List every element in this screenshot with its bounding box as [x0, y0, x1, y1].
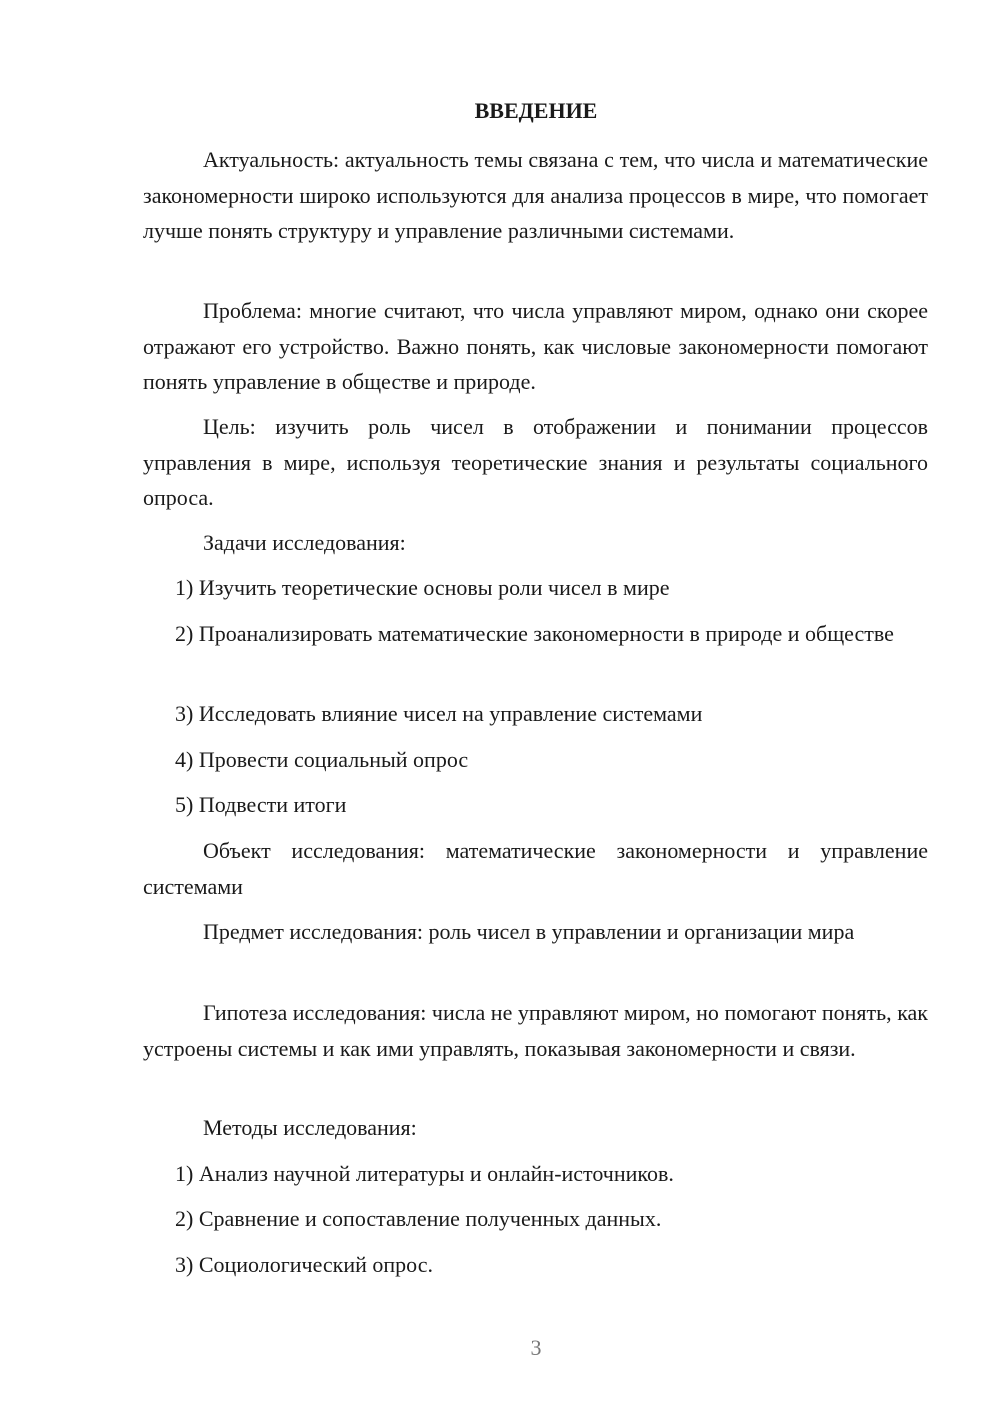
methods-heading: Методы исследования: [203, 1115, 417, 1140]
task-item: 5) Подвести итоги [175, 792, 347, 817]
hypothesis-paragraph: Гипотеза исследования: числа не управляют миром, но помогают понять, как устроены системы и как ими управлять, показывая закономерности и связи. [143, 1000, 928, 1061]
task-item: 3) Исследовать влияние чисел на управление системами [175, 701, 703, 726]
subject-paragraph: Предмет исследования: роль чисел в управлении и организации мира [203, 919, 855, 944]
task-item: 4) Провести социальный опрос [175, 747, 469, 772]
task-item: 2) Проанализировать математические закономерности в природе и обществе [175, 621, 894, 646]
object-paragraph: Объект исследования: математические закономерности и управление системами [143, 838, 928, 899]
method-item: 2) Сравнение и сопоставление полученных данных. [175, 1206, 662, 1231]
problem-paragraph: Проблема: многие считают, что числа управляют миром, однако они скорее отражают его устройство. Важно понять, как числовые закономерности помогают понять управление в обществе и природе. [143, 298, 928, 394]
page-number: 3 [530, 1335, 542, 1360]
goal-paragraph: Цель: изучить роль чисел в отображении и понимании процессов управления в мире, используя теоретические знания и результаты социального опроса. [143, 414, 928, 510]
method-item: 3) Социологический опрос. [175, 1252, 433, 1277]
relevance-paragraph: Актуальность: актуальность темы связана с тем, что числа и математические закономерности широко используются для анализа процессов в мире, что помогает лучше понять структуру и управление различными системами. [143, 147, 928, 243]
task-item: 1) Изучить теоретические основы роли чисел в мире [175, 575, 670, 600]
page-title: ВВЕДЕНИЕ [474, 98, 598, 123]
tasks-heading: Задачи исследования: [203, 530, 406, 555]
method-item: 1) Анализ научной литературы и онлайн-источников. [175, 1161, 674, 1186]
